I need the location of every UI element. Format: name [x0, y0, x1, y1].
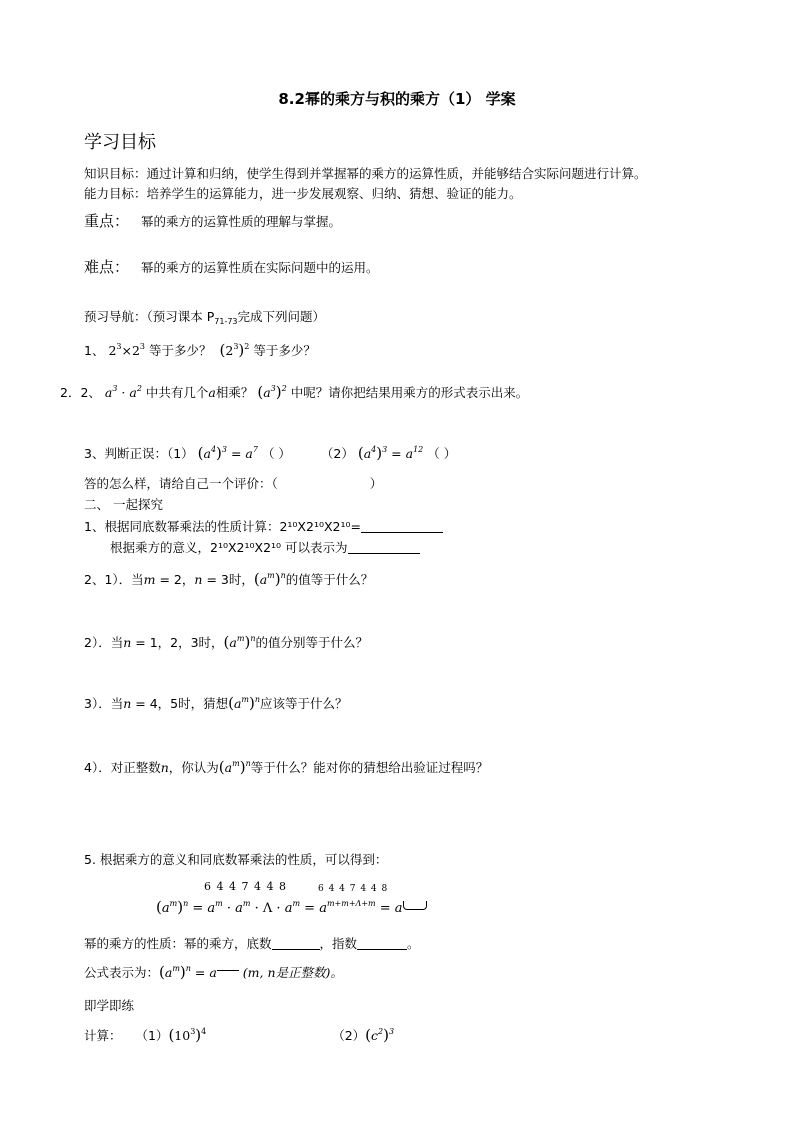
explore-item-5: 5. 根据乘方的意义和同底数幂乘法的性质，可以得到：	[84, 852, 388, 867]
practice-heading: 即学即练	[84, 998, 135, 1013]
formula-a4-cubed-eq-a7: $(a^4)^3 = a^7$	[197, 444, 258, 462]
overbrace-annotation-left: 6 4 4 7 4 4 8	[204, 880, 287, 893]
explore-item-1-line-1: 1、根据同底数幂乘法的性质计算：2¹⁰X2¹⁰X2¹⁰=	[84, 517, 443, 535]
explore-item-2-2: 2）．当n = 1，2，3时，$(a^m)^n$的值分别等于什么？	[84, 633, 368, 651]
exponent-blank[interactable]	[217, 963, 239, 971]
preview-question-1: 1、 $2^3\times 2^3$ 等于多少？ $(2^3)^2$ 等于多少？	[84, 341, 316, 359]
explore-item-1-line-2: 根据乘方的意义，2¹⁰X2¹⁰X2¹⁰ 可以表示为	[110, 538, 420, 556]
formula-2cubed-times-2cubed: $2^3\times 2^3$	[108, 342, 146, 358]
goals-heading: 学习目标	[84, 132, 156, 153]
difficult-text: 幂的乘方的运算性质在实际问题中的运用。	[141, 260, 379, 275]
formula-a-m-n: $(a^m)^n$	[228, 694, 261, 712]
knowledge-goal: 知识目标：通过计算和归纳，使学生得到并掌握幂的乘方的运算性质，并能够结合实际问题进行计算。	[84, 166, 647, 181]
explore-heading: 二、 一起探究	[84, 497, 163, 512]
formula-a-m-n-eq: $(a^m)^n = a$	[159, 965, 239, 980]
difficult-label: 难点：	[84, 258, 130, 276]
formula-a3-squared: $(a^3)^2$	[257, 383, 287, 401]
exponent-box[interactable]	[403, 901, 427, 910]
practice-calc: 计算： $(1)(10^3)^4$ $(2)(c^2)^3$	[84, 1026, 395, 1044]
preview-question-3: 3、判断正误：（1） $(a^4)^3 = a^7$ （ ） （2） $(a^4)^3 = a^{12}$ （ ）	[84, 444, 457, 462]
preview-question-2: 2．2、 $a^3 \cdot a^2$ 中共有几个a相乘？ $(a^3)^2$ 中呢？请你把结果用乘方的形式表示出来。	[60, 383, 529, 401]
key-text: 幂的乘方的运算性质的理解与掌握。	[141, 214, 342, 229]
self-evaluation: 答的怎么样，请给自己一个评价：（ ）	[84, 476, 383, 491]
formula-10-cubed-4: $(10^3)^4$	[168, 1026, 207, 1044]
preview-guide: 预习导航：（预习课本 $P_{71-73}$完成下列问题）	[84, 309, 326, 326]
formula-a4-cubed-eq-a12: $(a^4)^3 = a^{12}$	[357, 444, 424, 462]
formula-c2-3: $(c^2)^3$	[365, 1026, 395, 1044]
derivation-formula: $(a^m)^n = a^m \cdot a^m \cdot \Lambda \cdot a^m = a^{m+m+\Lambda+m} = a$	[156, 898, 427, 916]
explore-item-2-4: 4）．对正整数n，你认为$(a^m)^n$等于什么？能对你的猜想给出验证过程吗？	[84, 758, 489, 776]
answer-blank-base[interactable]	[272, 937, 320, 950]
formula-a3-times-a2: $a^3 \cdot a^2$	[104, 384, 142, 400]
formula-statement: 公式表示为：$(a^m)^n = a$ (m, n是正整数)。	[84, 963, 343, 981]
overbrace-annotation-right: 6 4 4 7 4 4 8	[318, 884, 389, 894]
answer-blank-exponent[interactable]	[357, 937, 407, 950]
explore-item-2-3: 3）．当n = 4，5时，猜想$(a^m)^n$应该等于什么？	[84, 694, 348, 712]
page-title: 8.2幂的乘方与积的乘方（1） 学案	[278, 90, 516, 108]
difficult-point	[84, 256, 379, 277]
power-property: 幂的乘方的性质：幂的乘方，底数 ，指数 。	[84, 936, 420, 951]
formula-a-m-n: $(a^m)^n$	[223, 633, 256, 651]
answer-blank[interactable]	[348, 541, 420, 554]
key-label: 重点：	[84, 212, 130, 230]
ability-goal: 能力目标：培养学生的运算能力，进一步发展观察、归纳、猜想、验证的能力。	[84, 186, 522, 201]
answer-blank[interactable]	[361, 520, 443, 533]
formula-a-m-n: $(a^m)^n$	[218, 758, 251, 776]
formula-2cubed-squared: $(2^3)^2$	[219, 341, 250, 359]
formula-a-m-n: $(a^m)^n$	[253, 570, 286, 588]
explore-item-2-1: 2、1）．当m = 2，n = 3时，$(a^m)^n$的值等于什么？	[84, 570, 374, 588]
key-point	[84, 210, 341, 231]
